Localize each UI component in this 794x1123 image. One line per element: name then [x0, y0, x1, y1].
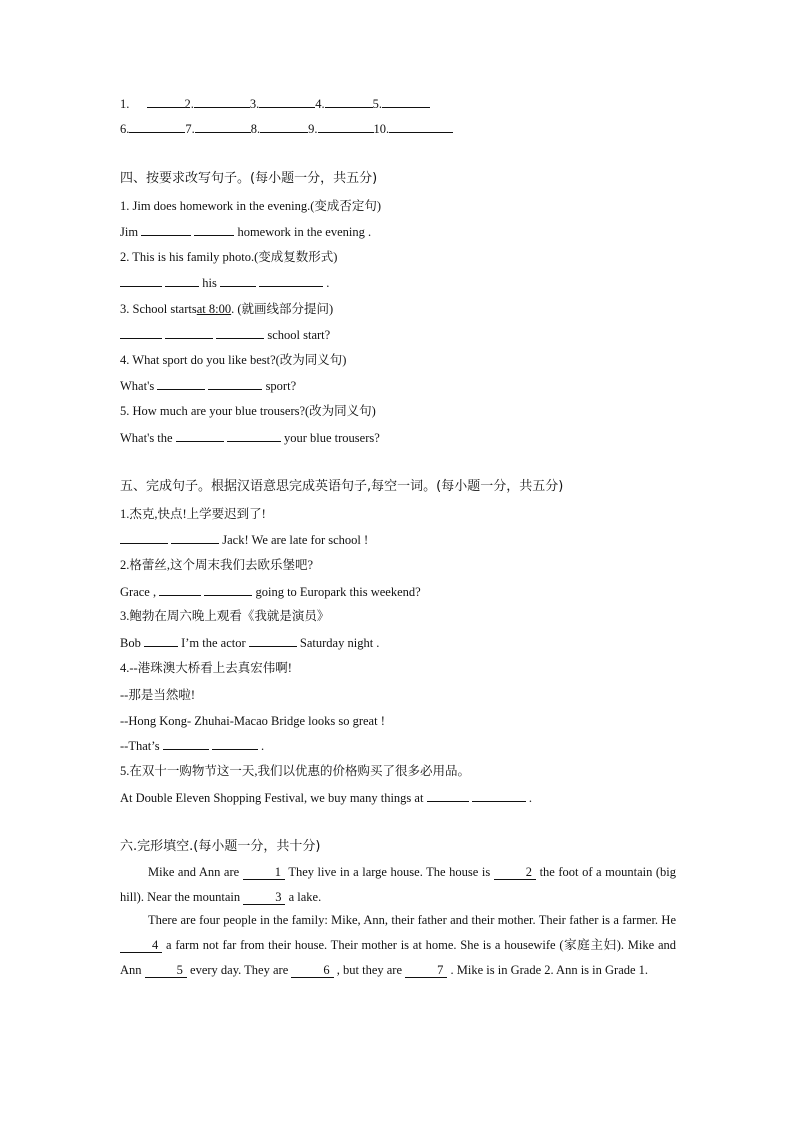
s4-q4: 4. What sport do you like best?(改为同义句)	[120, 353, 347, 367]
blank[interactable]	[427, 790, 469, 802]
cloze-blank-6[interactable]: 6	[291, 963, 333, 978]
s5-q4: 4.--港珠澳大桥看上去真宏伟啊!	[120, 661, 292, 675]
cloze-blank-2[interactable]: 2	[494, 865, 536, 880]
blank[interactable]	[165, 327, 213, 339]
s5-q3: 3.鲍勃在周六晚上观看《我就是演员》	[120, 609, 330, 623]
blank[interactable]	[195, 121, 251, 133]
cloze-blank-5[interactable]: 5	[145, 963, 187, 978]
blank[interactable]	[163, 738, 209, 750]
blank[interactable]	[208, 378, 262, 390]
blank[interactable]	[194, 224, 234, 236]
answer-row-1: 1. 2. 3. 4. 5.	[120, 96, 430, 112]
s4-a5: What's the your blue trousers?	[120, 431, 380, 445]
blank[interactable]	[259, 275, 323, 287]
blank[interactable]	[259, 96, 315, 108]
blank[interactable]	[382, 96, 430, 108]
blank[interactable]	[227, 430, 281, 442]
s5-a5: At Double Eleven Shopping Festival, we buy many things at .	[120, 791, 532, 805]
blank[interactable]	[159, 584, 201, 596]
s4-a1: Jim homework in the evening .	[120, 225, 372, 239]
s4-q5: 5. How much are your blue trousers?(改为同义句)	[120, 404, 376, 418]
s5-q5: 5.在双十一购物节这一天,我们以优惠的价格购买了很多必用品。	[120, 764, 471, 778]
blank[interactable]	[144, 635, 178, 647]
section-5-heading: 五、完成句子。根据汉语意思完成英语句子,每空一词。(每小题一分，共五分)	[120, 479, 564, 494]
blank[interactable]	[212, 738, 258, 750]
s4-q1: 1. Jim does homework in the evening.(变成否定句)	[120, 199, 382, 213]
blank[interactable]	[129, 121, 185, 133]
s4-q3: 3. School startsat 8:00. (就画线部分提问)	[120, 302, 334, 316]
s5-a2: Grace , going to Europark this weekend?	[120, 585, 421, 599]
blank[interactable]	[204, 584, 252, 596]
s5-a4: --That’s .	[120, 739, 265, 753]
blank[interactable]	[472, 790, 526, 802]
blank[interactable]	[165, 275, 199, 287]
blank[interactable]	[176, 430, 224, 442]
blank[interactable]	[216, 327, 264, 339]
s4-a4: What's sport?	[120, 379, 297, 393]
section-4-heading: 四、按要求改写句子。(每小题一分，共五分)	[120, 171, 378, 186]
s4-a3: school start?	[120, 327, 330, 343]
blank[interactable]	[120, 532, 168, 544]
blank[interactable]	[141, 224, 191, 236]
s5-q1: 1.杰克,快点!上学要迟到了!	[120, 507, 266, 521]
s5-a1: Jack! We are late for school !	[120, 532, 368, 548]
cloze-blank-1[interactable]: 1	[243, 865, 285, 880]
s5-q4-reply: --那是当然啦!	[120, 688, 195, 702]
blank[interactable]	[120, 275, 162, 287]
section-6-heading: 六.完形填空.(每小题一分，共十分)	[120, 839, 321, 854]
blank[interactable]	[157, 378, 205, 390]
cloze-paragraph-1: Mike and Ann are 1 They live in a large house. The house is 2 the foot of a mountain (big hill). Near the mountain 3 a lake.	[120, 865, 677, 904]
blank[interactable]	[389, 121, 453, 133]
s5-q2: 2.格蕾丝,这个周末我们去欧乐堡吧?	[120, 558, 314, 572]
s4-a2: his .	[120, 275, 329, 291]
blank[interactable]	[325, 96, 373, 108]
cloze-blank-4[interactable]: 4	[120, 938, 162, 953]
blank[interactable]	[318, 121, 374, 133]
cloze-paragraph-2: There are four people in the family: Mike, Ann, their father and their mother. Their father is a farmer. He 4 a farm not far from their house. Their mother is at home. She is a housewife (家庭主妇). Mike and Ann 5 every day. They are 6 , but they are 7 . Mike is in Grade 2. Ann is in Grade 1.	[120, 913, 677, 977]
blank[interactable]	[220, 275, 256, 287]
cloze-blank-3[interactable]: 3	[243, 890, 285, 905]
answer-row-2: 6. 7. 8. 9. 10.	[120, 121, 453, 137]
blank[interactable]	[171, 532, 219, 544]
cloze-blank-7[interactable]: 7	[405, 963, 447, 978]
s5-a4-line1: --Hong Kong- Zhuhai-Macao Bridge looks so great !	[120, 714, 385, 728]
blank[interactable]	[249, 635, 297, 647]
s4-q2: 2. This is his family photo.(变成复数形式)	[120, 250, 338, 264]
blank[interactable]	[194, 96, 250, 108]
blank[interactable]	[147, 96, 185, 108]
blank[interactable]	[260, 121, 308, 133]
blank[interactable]	[120, 327, 162, 339]
s5-a3: Bob I’m the actor Saturday night .	[120, 636, 380, 650]
